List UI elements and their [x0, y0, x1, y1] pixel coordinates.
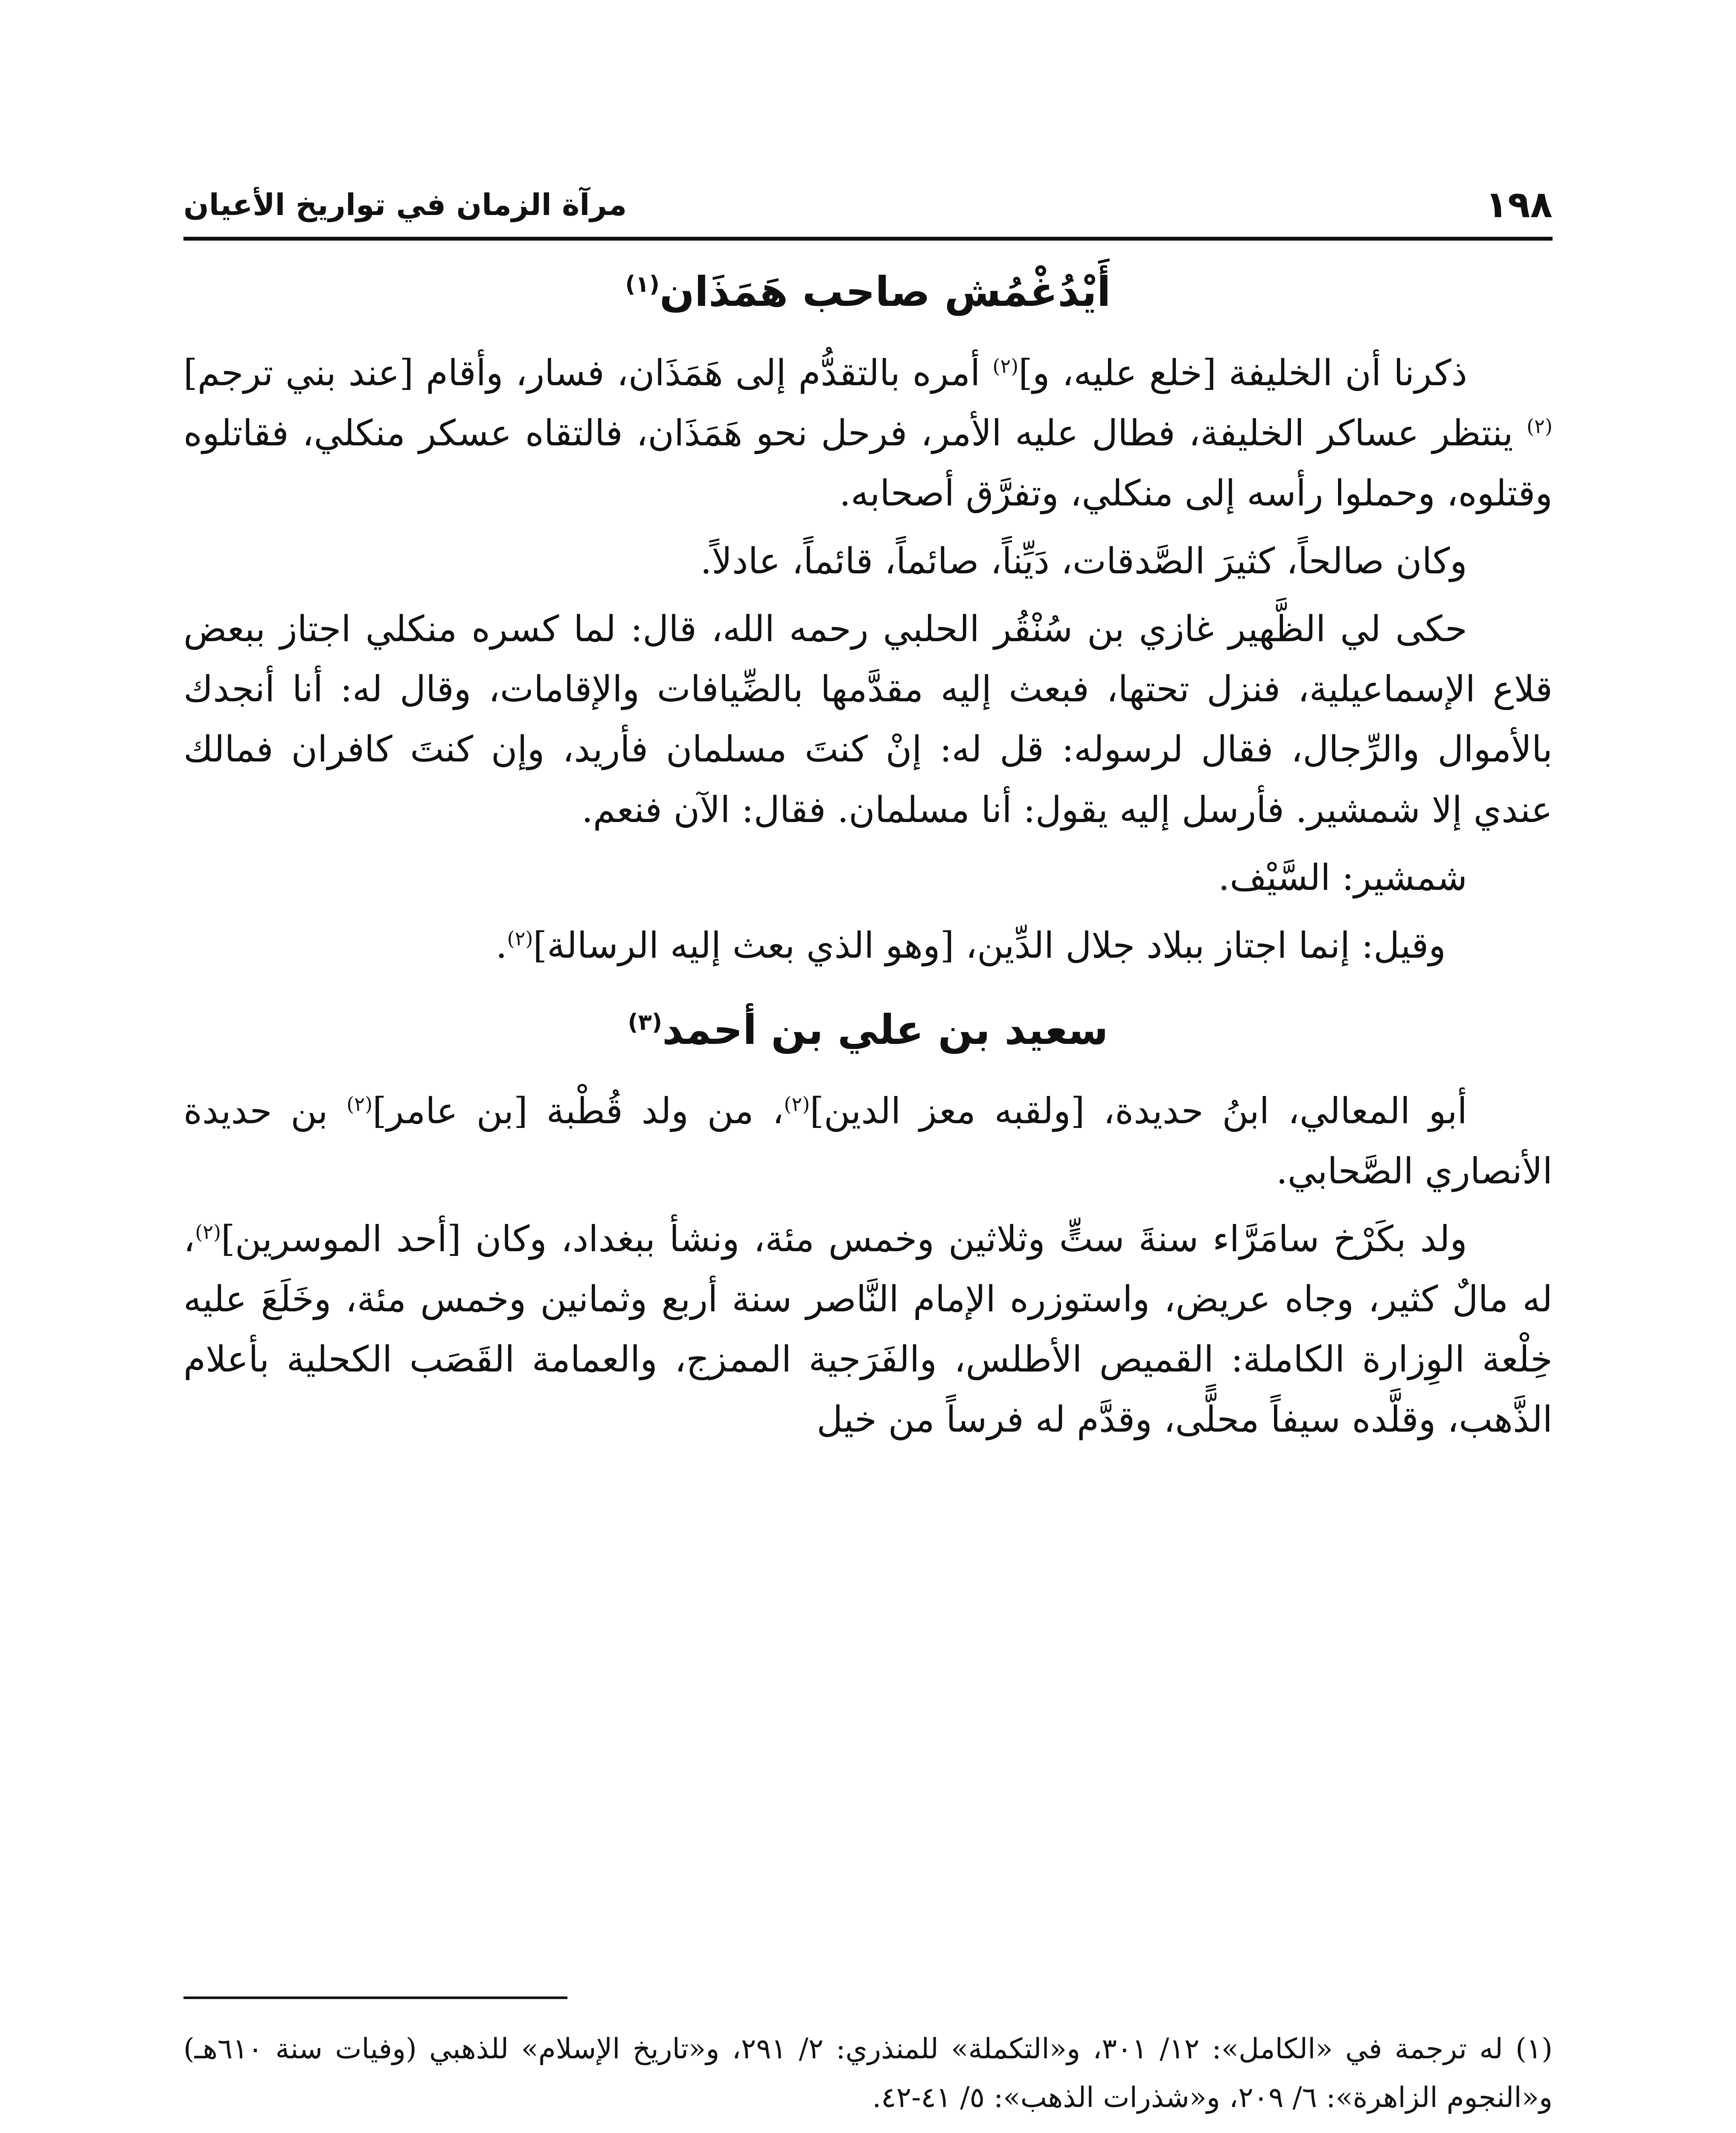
paragraph: وقيل: إنما اجتاز ببلاد جلال الدِّين، [وهو الذي بعث إليه الرسالة]$^{(٢)}$.	[495, 924, 1446, 966]
section-gap	[183, 983, 1553, 998]
footnote: (١) له ترجمة في «الكامل»: ١٢/ ٣٠١، و«التكملة» للمنذري: ٢/ ٢٩١، و«تاريخ الإسلام» للذهبي (وفيات سنة ٦١٠هـ) و«النجوم الزاهرة»: ٦/ ٢٠٩، و«شذرات الذهب»: ٥/ ٤١-٤٢.	[183, 2032, 1553, 2114]
entry-aydughmush	[183, 260, 1553, 976]
book-title: مرآة الزمان في تواريخ الأعيان	[183, 187, 627, 222]
paragraph: حكى لي الظَّهير غازي بن سُنْقُر الحلبي رحمه الله، قال: لما كسره منكلي اجتاز ببعض قلاع الإسماعيلية، فنزل تحتها، فبعث إليه مقدَّمها بالضِّيافات والإقامات، وقال له: أنا أنجدك بالأموال والرِّجال، فقال لرسوله: قل له: إنْ كنتَ مسلمان فأريد، وإن كنتَ كافران فمالك عندي إلا شمشير. فأرسل إليه يقول: أنا مسلمان. فقال: الآن فنعم.	[183, 608, 1553, 831]
page-number: ١٩٨	[1485, 183, 1553, 226]
heading-footnote-marker: (١)	[625, 271, 660, 297]
entry-said-ibn-ali	[183, 998, 1553, 1450]
section-heading: أَيْدُغْمُش صاحب هَمَذَان$^{(١)}$	[625, 268, 1111, 316]
footnote-marker: (٢)	[1527, 414, 1553, 438]
paragraph: شمشير: السَّيْف.	[1218, 856, 1467, 898]
paragraph: ولد بكَرْخ سامَرَّاء سنةَ ستٍّ وثلاثين وخمس مئة، ونشأ ببغداد، وكان [أحد الموسرين]$^{(٢)}$، له مالٌ كثير، وجاه عريض، واستوزره الإمام النَّاصر سنة أربع وثمانين وخمس مئة، وخَلَعَ عليه خِلْعة الوِزارة الكاملة: القميص الأطلس، والفَرَجية الممزج، والعمامة القَصَب الكحلية بأعلام الذَّهب، وقلَّده سيفاً محلًّى، وقدَّم له فرساً من خيل	[183, 1218, 1553, 1441]
footnote-divider	[183, 1996, 567, 1999]
footnote-marker: (٢)	[507, 927, 533, 950]
paragraph: وكان صالحاً، كثيرَ الصَّدقات، دَيِّناً، صائماً، قائماً، عادلاً.	[700, 540, 1467, 582]
footnote-marker: (٢)	[992, 354, 1019, 378]
footnote	[183, 2126, 1553, 2133]
footnote-marker: (٢)	[346, 1092, 373, 1116]
paragraph: أبو المعالي، ابنُ حديدة، [ولقبه معز الدين]$^{(٢)}$، من ولد قُطْبة [بن عامر]$^{(٢)}$ بن حديدة الأنصاري الصَّحابي.	[183, 1090, 1553, 1192]
paragraph: ذكرنا أن الخليفة [خلع عليه، و]$^{(٢)}$ أمره بالتقدُّم إلى هَمَذَان، فسار، وأقام [عند بني ترجم]$^{(٢)}$ ينتظر عساكر الخليفة، فطال عليه الأمر، فرحل نحو هَمَذَان، فالتقاه عسكر منكلي، فقاتلوه وقتلوه، وحملوا رأسه إلى منكلي، وتفرَّق أصحابه.	[183, 352, 1553, 514]
running-header	[183, 173, 1553, 241]
footnotes	[183, 1996, 1553, 2133]
footnote-marker: (٢)	[784, 1092, 810, 1116]
heading-footnote-marker: (٣)	[628, 1009, 662, 1035]
main-text	[183, 260, 1553, 1457]
section-heading: سعيد بن علي بن أحمد$^{(٣)}$	[628, 1005, 1108, 1054]
footnote-marker: (٢)	[195, 1220, 221, 1244]
